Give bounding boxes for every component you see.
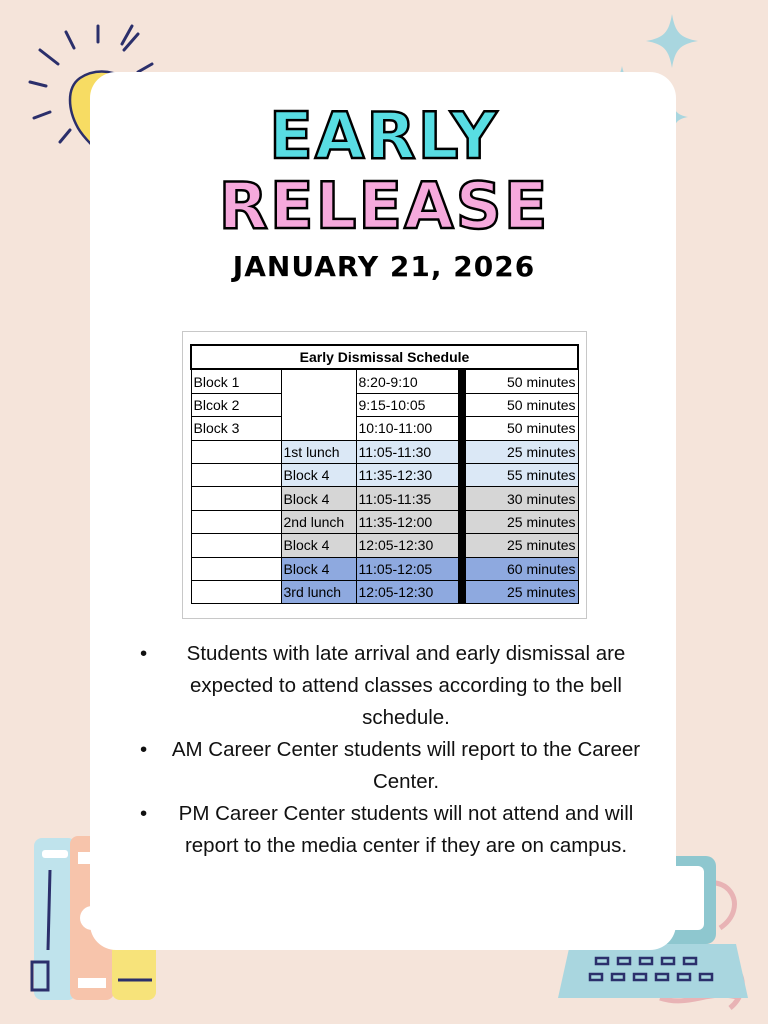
schedule-header: Early Dismissal Schedule [191,345,578,369]
duration-cell: 25 minutes [465,510,578,533]
block-cell: Block 1 [191,369,281,393]
block-cell [191,580,281,603]
divider-cell [458,487,465,510]
table-row [191,487,578,510]
period-cell: Block 4 [281,534,356,557]
duration-cell: 25 minutes [465,580,578,603]
divider-cell [458,534,465,557]
schedule-image [182,331,587,619]
block-cell: Blcok 2 [191,393,281,416]
date-heading: JANUARY 21, 2026 [232,250,536,283]
divider-cell [458,440,465,463]
table-row [191,534,578,557]
table-row [191,393,578,416]
divider-cell [458,580,465,603]
note-text: AM Career Center students will report to the Career Center. [171,738,641,793]
notes-list [140,638,650,862]
time-cell: 11:05-11:30 [356,440,458,463]
duration-cell: 55 minutes [465,463,578,486]
time-cell: 8:20-9:10 [356,369,458,393]
time-cell: 12:05-12:30 [356,534,458,557]
block-cell [191,510,281,533]
time-cell: 11:05-11:35 [356,487,458,510]
table-row [191,557,578,580]
block-cell [191,534,281,557]
table-row [191,510,578,533]
block-cell [191,557,281,580]
period-cell: Block 4 [281,487,356,510]
list-item [140,798,650,862]
list-item [140,734,650,798]
divider-cell [458,369,465,393]
period-cell: 2nd lunch [281,510,356,533]
duration-cell: 25 minutes [465,534,578,557]
bullet-marker: • [140,738,148,761]
divider-cell [458,557,465,580]
note-text: PM Career Center students will not attend and will report to the media center if they are on campus. [178,802,634,857]
title-early: EARLY [269,100,499,174]
block-cell: Block 3 [191,417,281,440]
schedule-table [190,344,579,604]
table-row [191,440,578,463]
divider-cell [458,393,465,416]
bullet-marker: • [140,642,148,665]
divider-cell [458,417,465,440]
time-cell: 9:15-10:05 [356,393,458,416]
list-item [140,638,650,734]
table-row [191,417,578,440]
time-cell: 11:05-12:05 [356,557,458,580]
duration-cell: 25 minutes [465,440,578,463]
period-cell: Block 4 [281,463,356,486]
block-cell [191,487,281,510]
time-cell: 11:35-12:30 [356,463,458,486]
duration-cell: 50 minutes [465,369,578,393]
bullet-marker: • [140,802,148,825]
block-cell [191,440,281,463]
duration-cell: 30 minutes [465,487,578,510]
period-cell: 1st lunch [281,440,356,463]
title-release: RELEASE [218,170,550,244]
period-cell: 3rd lunch [281,580,356,603]
block-cell [191,463,281,486]
table-row [191,463,578,486]
time-cell: 11:35-12:00 [356,510,458,533]
divider-cell [458,510,465,533]
table-row [191,369,578,393]
period-cell [281,369,356,440]
note-text: Students with late arrival and early dismissal are expected to attend classes according to the bell schedule. [186,642,626,729]
divider-cell [458,463,465,486]
period-cell: Block 4 [281,557,356,580]
duration-cell: 50 minutes [465,393,578,416]
duration-cell: 60 minutes [465,557,578,580]
table-row [191,580,578,603]
duration-cell: 50 minutes [465,417,578,440]
time-cell: 12:05-12:30 [356,580,458,603]
time-cell: 10:10-11:00 [356,417,458,440]
